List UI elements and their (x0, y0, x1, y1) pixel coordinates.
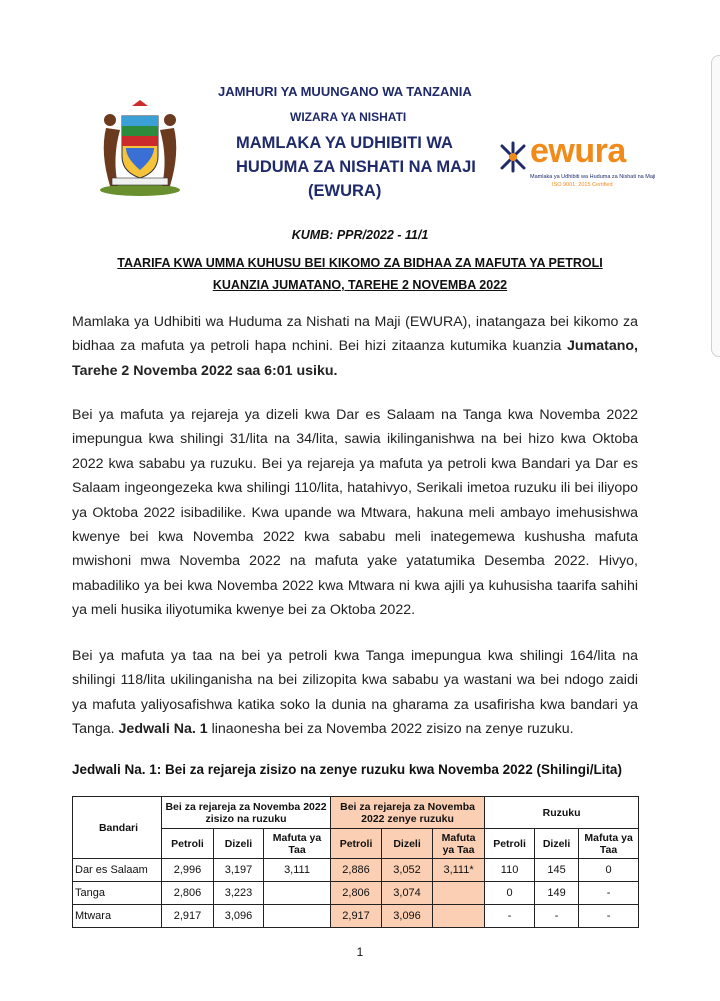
subheader-cell: Mafuta ya Taa (264, 829, 331, 859)
price-cell: 3,096 (382, 905, 433, 928)
subsidy-cell: 110 (485, 859, 535, 882)
reference-number: KUMB: PPR/2022 - 11/1 (291, 228, 429, 242)
subsidy-cell: - (485, 905, 535, 928)
subheader-cell: Dizeli (214, 829, 264, 859)
paragraph-kerosene (72, 644, 638, 742)
header-group-subsidy: Ruzuku (485, 797, 639, 829)
ministry-name: WIZARA YA NISHATI (290, 110, 407, 124)
ewura-logo (496, 132, 656, 198)
table-row (73, 859, 639, 882)
price-cell: 3,096 (214, 905, 264, 928)
header-bandari: Bandari (73, 797, 162, 859)
price-cell: 3,223 (214, 882, 264, 905)
subsidy-cell: - (535, 905, 579, 928)
subheader-cell: Mafuta ya Taa (433, 829, 485, 859)
ewura-wordmark: ewura (530, 132, 626, 170)
paragraph-diesel-petrol: Bei ya mafuta ya rejareja ya dizeli kwa Dar es Salaam na Tanga kwa Novemba 2022 imepungua kwa shilingi 31/lita na 34/lita, sawia ikilinganishwa na bei hizo kwa Oktoba 2022 kwa sababu ya ruzuku. Bei ya rejareja ya mafuta ya petroli kwa Bandari ya Dar es Salaam ingeongezeka kwa shilingi 110/lita, hatahivyo, Serikali imetoa ruzuku ili bei iliyopo ya Oktoba 2022 isibadilike. Kwa upande wa Mtwara, hakuna meli ambayo imehusishwa kwenye bei kwa Novemba 2022 kwa sababu meli inategemewa kushusha mafuta mwishoni mwa Novemba 2022 na mafuta yake yatatumika Desemba 2022. Hivyo, mabadiliko ya bei kwa Novemba 2022 kwa Mtwara ni kwa ajili ya kuhusisha taarifa sahihi ya meli husika iliyotumika kwenye bei za Oktoba 2022. (72, 407, 638, 619)
header-group-with-subsidy: Bei za rejareja za Novemba 2022 zenye ruzuku (331, 797, 485, 829)
price-cell (264, 905, 331, 928)
paragraph-kerosene-tail: linaonesha bei za Novemba 2022 zisizo na zenye ruzuku. (207, 721, 574, 738)
price-table (72, 796, 639, 928)
authority-name-line2: HUDUMA ZA NISHATI NA MAJI (236, 158, 476, 176)
price-cell: 2,886 (331, 859, 382, 882)
price-cell: 3,111 (264, 859, 331, 882)
paragraph-intro-text: Mamlaka ya Udhibiti wa Huduma za Nishati na Maji (EWURA), inatangaza bei kikomo za bidhaa za mafuta ya petroli hapa nchini. Bei hizi zitaanza kutumika kuanzia (72, 314, 638, 355)
table-row (73, 882, 639, 905)
table-row (73, 905, 639, 928)
price-cell (433, 882, 485, 905)
subheader-cell: Petroli (162, 829, 214, 859)
header-group-no-subsidy: Bei za rejareja za Novemba 2022 zisizo na ruzuku (162, 797, 331, 829)
subsidy-cell: 149 (535, 882, 579, 905)
authority-name-line1: MAMLAKA YA UDHIBITI WA (236, 134, 453, 152)
subsidy-cell: 145 (535, 859, 579, 882)
price-cell: 2,806 (331, 882, 382, 905)
paragraph-kerosene-text: Bei ya mafuta ya taa na bei ya petroli kwa Tanga imepungua kwa shilingi 164/lita na shilingi 118/lita ukilinganisha na bei zilizopita kwa sababu ya wastani wa bei ndogo zaidi ya mafuta yaliyosafishwa katika soko la dunia na gharama za usafirisha kwa bandari ya Tanga. (72, 648, 638, 738)
price-cell: 3,197 (214, 859, 264, 882)
price-cell (433, 905, 485, 928)
tanzania-coat-of-arms-icon (92, 98, 188, 198)
subheader-cell: Dizeli (535, 829, 579, 859)
table-caption: Jedwali Na. 1: Bei za rejareja zisizo na zenye ruzuku kwa Novemba 2022 (Shilingi/Lita) (72, 762, 622, 777)
ewura-tagline: Mamlaka ya Udhibiti wa Huduma za Nishati na Maji (530, 174, 656, 180)
price-cell: 2,917 (331, 905, 382, 928)
price-cell: 3,111* (433, 859, 485, 882)
price-cell: 3,052 (382, 859, 433, 882)
port-cell: Tanga (73, 882, 162, 905)
ewura-star-icon (496, 140, 530, 174)
page-number: 1 (356, 945, 364, 959)
subheader-cell: Petroli (331, 829, 382, 859)
price-cell: 2,917 (162, 905, 214, 928)
port-cell: Dar es Salaam (73, 859, 162, 882)
price-cell: 2,996 (162, 859, 214, 882)
table-reference: Jedwali Na. 1 (118, 721, 208, 738)
document-title-line2: KUANZIA JUMATANO, TAREHE 2 NOVEMBA 2022 (212, 278, 508, 292)
price-cell (264, 882, 331, 905)
subsidy-cell: 0 (485, 882, 535, 905)
subsidy-cell: 0 (579, 859, 639, 882)
letterhead (0, 70, 720, 210)
paragraph-intro-date: Jumatano, Tarehe 2 Novemba 2022 saa 6:01 usiku. (72, 338, 638, 379)
table-header-row (73, 797, 639, 829)
republic-name: JAMHURI YA MUUNGANO WA TANZANIA (218, 84, 472, 99)
ewura-iso-label: ISO 9001: 2015 Certified (552, 182, 613, 188)
port-cell: Mtwara (73, 905, 162, 928)
authority-acronym: (EWURA) (308, 182, 382, 200)
subheader-cell: Mafuta ya Taa (579, 829, 639, 859)
subheader-cell: Dizeli (382, 829, 433, 859)
document-title-line1: TAARIFA KWA UMMA KUHUSU BEI KIKOMO ZA BIDHAA ZA MAFUTA YA PETROLI (117, 256, 603, 270)
price-cell: 2,806 (162, 882, 214, 905)
subsidy-cell: - (579, 905, 639, 928)
price-cell: 3,074 (382, 882, 433, 905)
subheader-cell: Petroli (485, 829, 535, 859)
subsidy-cell: - (579, 882, 639, 905)
paragraph-intro (72, 310, 638, 383)
